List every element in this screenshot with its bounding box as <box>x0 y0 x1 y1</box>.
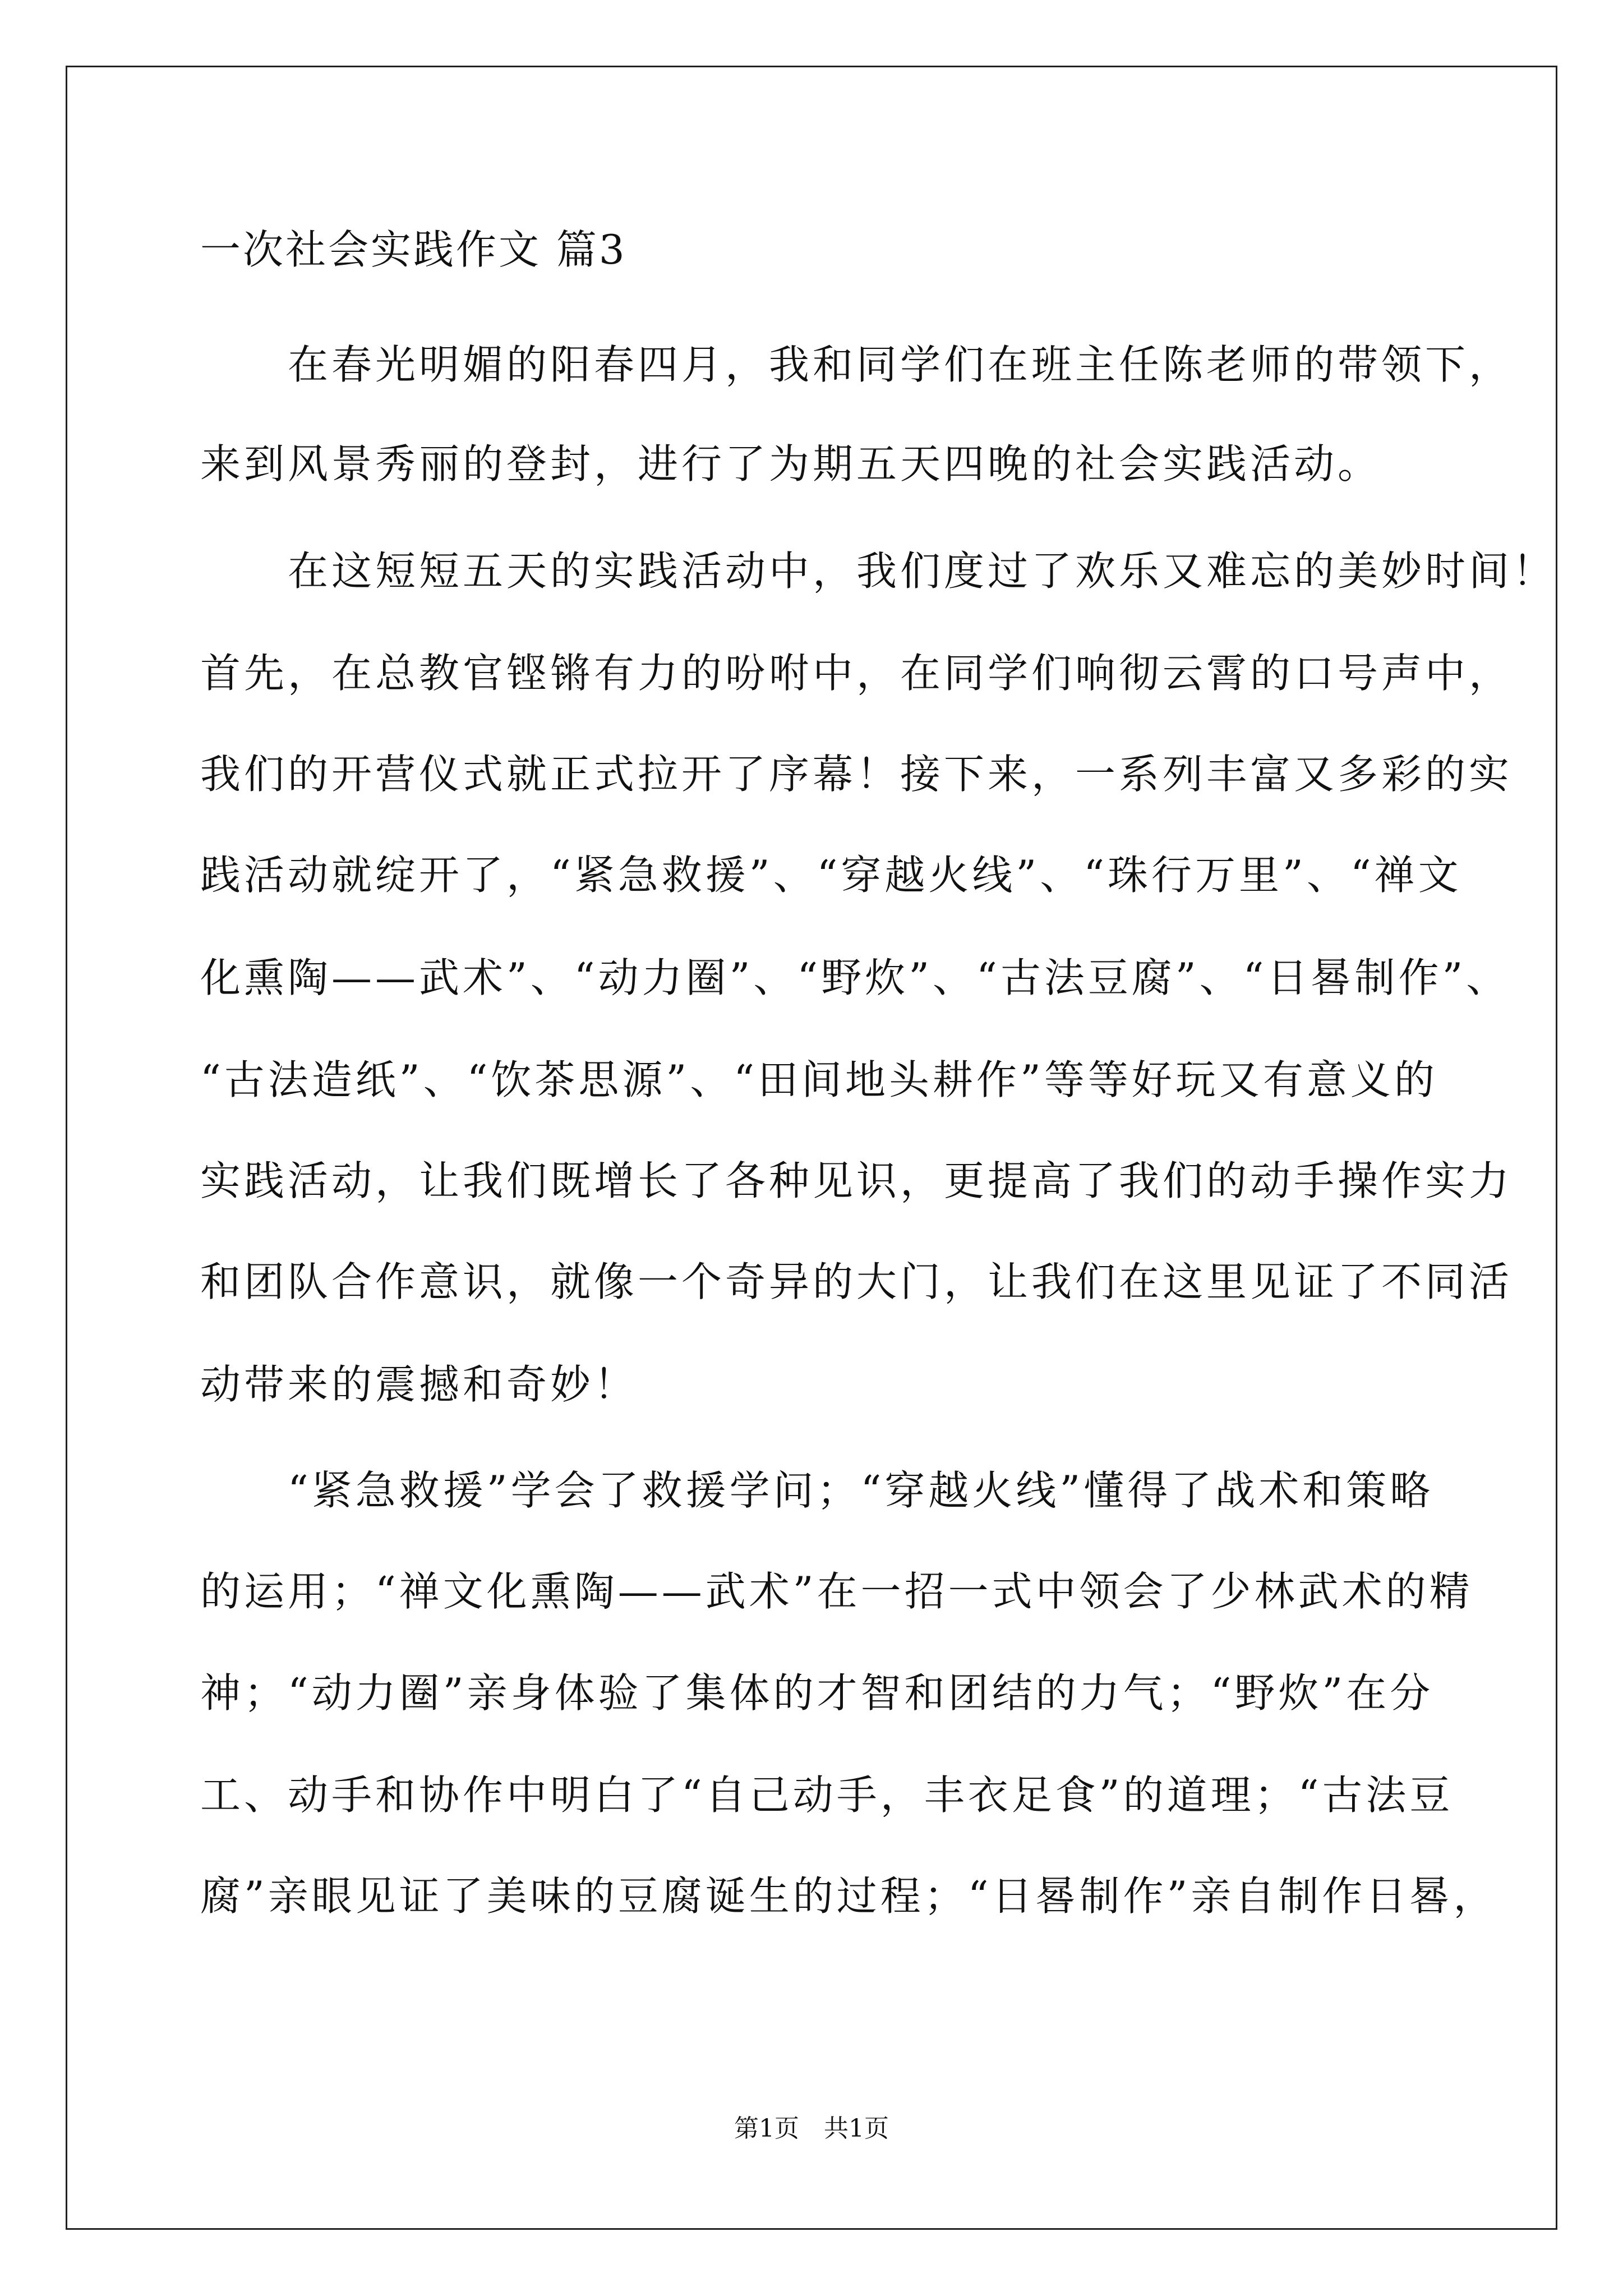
body-line: 来到风景秀丽的登封，进行了为期五天四晚的社会实践活动。 <box>200 440 1382 487</box>
body-line: 化熏陶——武术”、“动力圈”、“野炊”、“古法豆腐”、“日晷制作”、 <box>200 954 1510 1001</box>
body-line: 在春光明媚的阳春四月，我和同学们在班主任陈老师的带领下， <box>200 341 1513 388</box>
body-line: 动带来的震撼和奇妙！ <box>200 1361 638 1408</box>
body-line: 实践活动，让我们既增长了各种见识，更提高了我们的动手操作实力 <box>200 1157 1513 1204</box>
page-number: 第1页 共1页 <box>734 2114 889 2143</box>
body-line: 神；“动力圈”亲身体验了集体的才智和团结的力气；“野炊”在分 <box>200 1669 1434 1717</box>
body-line: 践活动就绽开了，“紧急救援”、“穿越火线”、“珠行万里”、“禅文 <box>200 852 1462 899</box>
document-title: 一次社会实践作文 篇3 <box>200 226 627 273</box>
body-line: “紧急救援”学会了救援学问；“穿越火线”懂得了战术和策略 <box>200 1467 1434 1514</box>
body-line: 的运用；“禅文化熏陶——武术”在一招一式中领会了少林武术的精 <box>200 1568 1473 1615</box>
body-line: 我们的开营仪式就正式拉开了序幕！接下来，一系列丰富又多彩的实 <box>200 751 1513 798</box>
body-line: 和团队合作意识，就像一个奇异的大门，让我们在这里见证了不同活 <box>200 1258 1513 1305</box>
body-line: “古法造纸”、“饮茶思源”、“田间地头耕作”等等好玩又有意义的 <box>200 1056 1438 1103</box>
body-line: 工、动手和协作中明白了“自己动手，丰衣足食”的道理；“古法豆 <box>200 1772 1454 1819</box>
body-line: 在这短短五天的实践活动中，我们度过了欢乐又难忘的美妙时间！ <box>200 547 1557 595</box>
body-line: 首先，在总教官铿锵有力的吩咐中，在同学们响彻云霄的口号声中， <box>200 650 1513 697</box>
body-line: 腐”亲眼见证了美味的豆腐诞生的过程；“日晷制作”亲自制作日晷， <box>200 1872 1497 1920</box>
